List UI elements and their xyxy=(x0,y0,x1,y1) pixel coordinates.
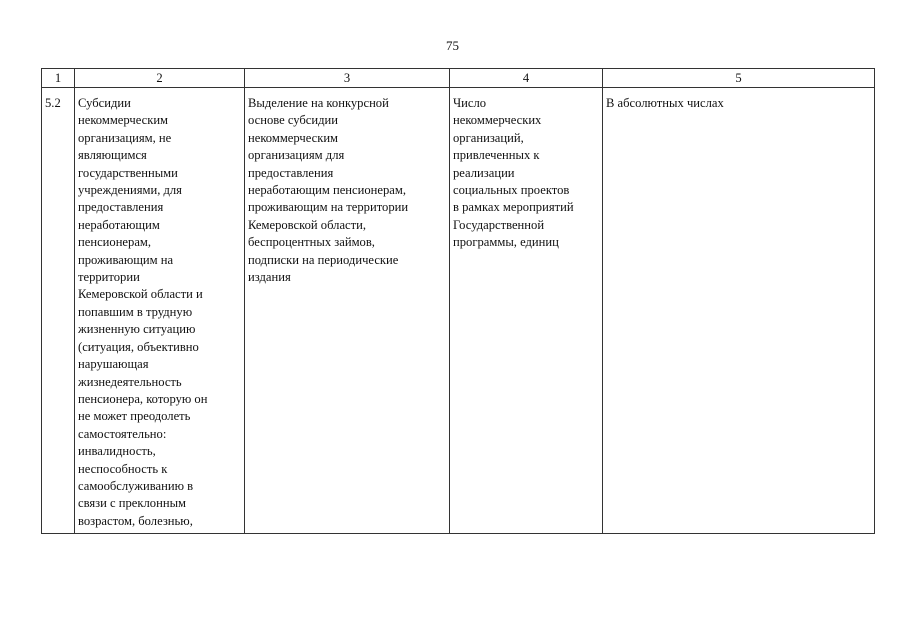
table-row xyxy=(42,88,875,534)
subsidy-description-cell xyxy=(75,88,245,534)
measurement-unit: В абсолютных числах xyxy=(606,96,724,110)
column-header-5: 5 xyxy=(603,69,875,88)
measure-description: Выделение на конкурсной основе субсидии некоммерческим организациям для предоставления неработающим пенсионерам, проживающим на территории Кемеровской области, беспроцентных займов, подписки на периодические издания xyxy=(248,96,409,285)
column-header-2: 2 xyxy=(75,69,245,88)
measurement-unit-cell xyxy=(603,88,875,534)
measure-description-cell xyxy=(245,88,450,534)
subsidy-description: Субсидии некоммерческим организациям, не являющимся государственными учреждениями, для предоставления неработающим пенсионерам, проживающим на территории Кемеровской области и попавшим в трудную жизненную ситуацию (ситуация, объективно нарушающая жизнедеятельность пенсионера, которую он не может преодолеть самостоятельно: инвалидность, неспособность к самообслуживанию в связи с преклонным возрастом, болезнью, xyxy=(78,96,208,528)
column-header-1: 1 xyxy=(42,69,75,88)
indicator-name-cell xyxy=(450,88,603,534)
page-number: 75 xyxy=(446,38,459,53)
column-header-3: 3 xyxy=(245,69,450,88)
column-header-4: 4 xyxy=(450,69,603,88)
row-number-cell xyxy=(42,88,75,534)
indicator-name: Число некоммерческих организаций, привлеченных к реализации социальных проектов в рамках мероприятий Государственной программы, единиц xyxy=(453,96,574,250)
indicator-table xyxy=(41,68,875,534)
row-number: 5.2 xyxy=(45,96,61,110)
table-header-row xyxy=(42,69,875,88)
